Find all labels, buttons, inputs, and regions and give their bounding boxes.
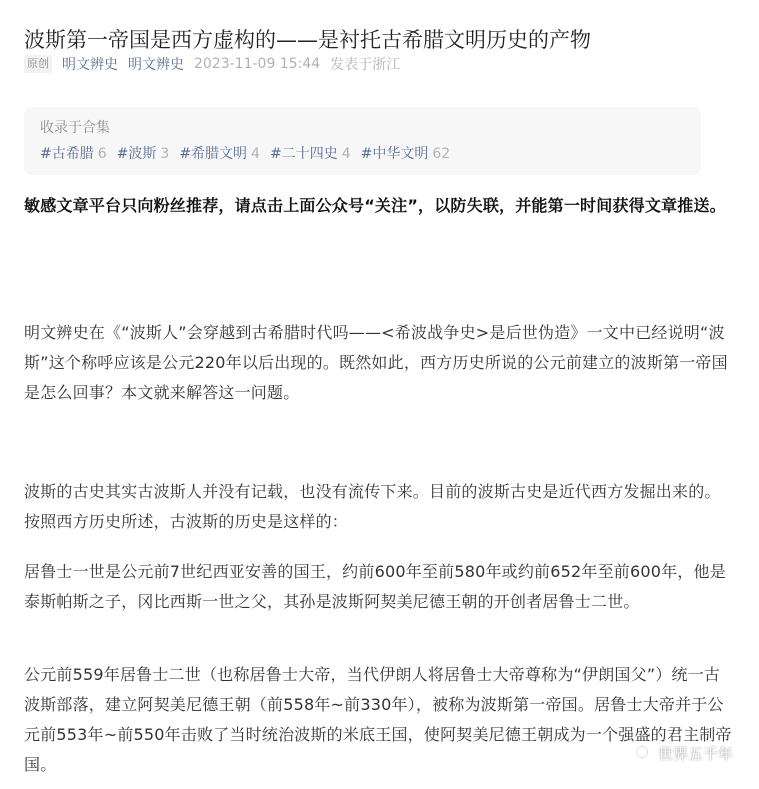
paragraph-history: 波斯的古史其实古波斯人并没有记载，也没有流传下来。目前的波斯古史是近代西方发掘出来的。按照西方历史所述，古波斯的历史是这样的： bbox=[24, 482, 721, 531]
collection-tags bbox=[40, 145, 460, 163]
tag-name: #希腊文明 bbox=[179, 146, 248, 162]
paragraph-intro: 明文辨史在《“波斯人”会穿越到古希腊时代吗——<希波战争史>是后世伪造》一文中已经说明“波斯”这个称呼应该是公元220年以后出现的。既然如此，西方历史所说的公元前建立的波斯第一帝国是怎么回事？本文就来解答这一问题。 bbox=[24, 323, 728, 402]
collection-tag[interactable] bbox=[179, 145, 260, 163]
collection-label: 收录于合集 bbox=[40, 120, 110, 136]
paragraph-cyrus-i: 居鲁士一世是公元前7世纪西亚安善的国王，约前600年至前580年或约前652年至前600年，他是泰斯帕斯之子，冈比西斯一世之父，其孙是波斯阿契美尼德王朝的开创者居鲁士二世。 bbox=[24, 562, 726, 611]
collection-tag[interactable] bbox=[40, 145, 107, 163]
collection-tag[interactable] bbox=[270, 145, 351, 163]
tag-count: 4 bbox=[341, 146, 351, 162]
tag-count: 6 bbox=[97, 146, 107, 162]
paragraph-cyrus-ii: 公元前559年居鲁士二世（也称居鲁士大帝，当代伊朗人将居鲁士大帝尊称为“伊朗国父”）统一古波斯部落，建立阿契美尼德王朝（前558年~前330年），被称为波斯第一帝国。居鲁士大帝并于公元前553年~前550年击败了当时统治波斯的米底王国，使阿契美尼德王朝成为一个强盛的君主制帝国。 bbox=[24, 665, 732, 774]
tag-count: 62 bbox=[432, 146, 451, 162]
follow-notice: 敏感文章平台只向粉丝推荐，请点击上面公众号“关注”，以防失联，并能第一时间获得文章推送。 bbox=[24, 196, 726, 215]
original-badge: 原创 bbox=[24, 55, 52, 73]
tag-name: #二十四史 bbox=[269, 146, 338, 162]
wechat-search-icon bbox=[634, 744, 652, 762]
publish-datetime: 2023-11-09 15:44 bbox=[194, 56, 321, 72]
article-meta bbox=[24, 54, 400, 74]
collection-tag[interactable] bbox=[361, 145, 451, 163]
publish-location: 发表于浙江 bbox=[330, 57, 401, 73]
tag-count: 4 bbox=[251, 146, 260, 162]
watermark-text: 世界五千年 bbox=[657, 744, 733, 763]
account-link[interactable]: 明文辨史 bbox=[128, 57, 184, 73]
tag-name: #波斯 bbox=[116, 146, 157, 162]
author-link[interactable]: 明文辨史 bbox=[62, 57, 118, 73]
tag-count: 3 bbox=[160, 146, 170, 162]
collection-box bbox=[24, 107, 701, 175]
article-title: 波斯第一帝国是西方虚构的——是衬托古希腊文明历史的产物 bbox=[24, 28, 591, 53]
account-watermark bbox=[634, 742, 733, 764]
tag-name: #古希腊 bbox=[40, 146, 94, 162]
collection-tag[interactable] bbox=[117, 145, 170, 163]
tag-name: #中华文明 bbox=[360, 146, 429, 162]
